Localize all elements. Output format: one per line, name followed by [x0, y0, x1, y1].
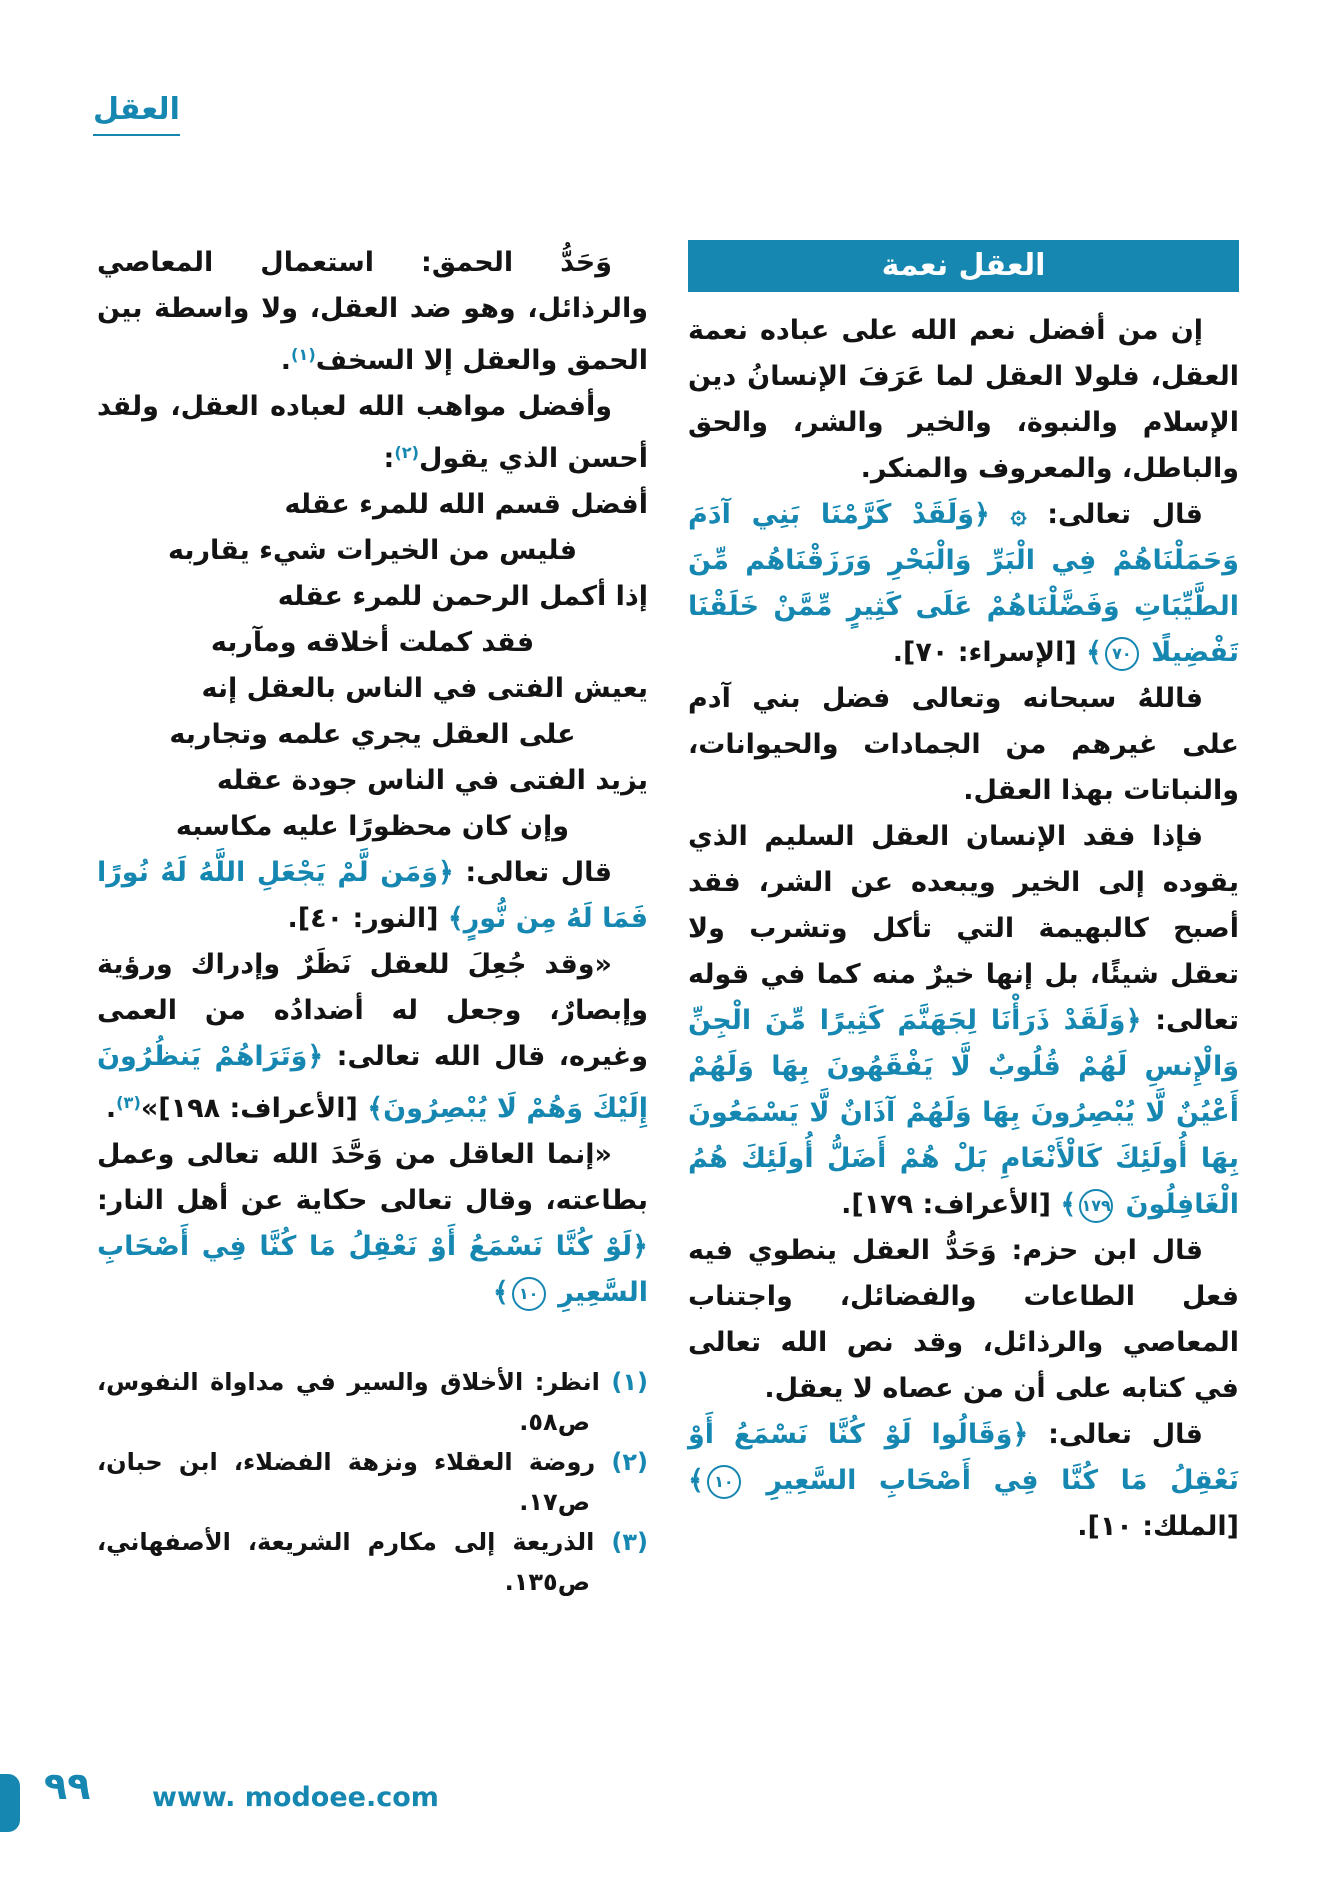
quran-verse: ۞ ﴿وَلَقَدْ كَرَّمْنَا بَنِي آدَمَ وَحَمَلْنَاهُمْ فِي الْبَرِّ وَالْبَحْرِ وَرَزَقْنَاهُم مِّنَ الطَّيِّبَاتِ وَفَضَّلْنَاهُمْ عَلَى كَثِيرٍ مِّمَّنْ خَلَقْنَا تَفْضِيلًا: [688, 499, 1239, 668]
quran-verse: ﴾: [688, 1465, 704, 1496]
quran-verse: ﴿وَتَرَاهُمْ يَنظُرُونَ إِلَيْكَ وَهُمْ لَا يُبْصِرُونَ﴾: [97, 1041, 648, 1124]
poetry-line: يعيش الفتى في الناس بالعقل إنه: [201, 673, 648, 704]
quran-verse: ﴿وَمَن لَّمْ يَجْعَلِ اللَّهُ لَهُ نُورًا فَمَا لَهُ مِن نُّورٍ﴾: [97, 857, 648, 934]
text-run: قال تعالى:: [1028, 1419, 1203, 1450]
section-title-banner: العقل نعمة: [688, 240, 1239, 292]
footnote-text: انظر: الأخلاق والسير في مداواة النفوس، ص٥٨.: [97, 1368, 600, 1436]
paragraph: [97, 850, 648, 942]
poetry-line: إذا أكمل الرحمن للمرء عقله: [277, 581, 648, 612]
quran-verse: ﴿وَقَالُوا لَوْ كُنَّا نَسْمَعُ أَوْ نَعْقِلُ مَا كُنَّا فِي أَصْحَابِ السَّعِيرِ: [688, 1419, 1239, 1496]
quran-verse: ﴿وَلَقَدْ ذَرَأْنَا لِجَهَنَّمَ كَثِيرًا مِّنَ الْجِنِّ وَالْإِنسِ لَهُمْ قُلُوبٌ لَّا يَفْقَهُونَ بِهَا وَلَهُمْ أَعْيُنٌ لَّا يُبْصِرُونَ بِهَا وَلَهُمْ آذَانٌ لَّا يَسْمَعُونَ بِهَا أُولَئِكَ كَالْأَنْعَامِ بَلْ هُمْ أَضَلُّ أُولَئِكَ هُمُ الْغَافِلُونَ: [688, 1005, 1239, 1220]
footnote: [97, 1522, 648, 1602]
paragraph: [97, 942, 648, 1132]
footnote: [97, 1442, 648, 1522]
footnote-text: الذريعة إلى مكارم الشريعة، الأصفهاني، ص١٣٥.: [97, 1528, 595, 1596]
verse-reference: [الملك: ١٠].: [1077, 1511, 1239, 1542]
verse-reference: [الأعراف: ١٧٩].: [841, 1189, 1061, 1220]
poetry-line: على العقل يجري علمه وتجاربه: [169, 719, 576, 750]
text-run: «إنما العاقل من وَحَّدَ الله تعالى وعمل بطاعته، وقال تعالى حكاية عن أهل النار:: [97, 1139, 648, 1216]
paragraph: [97, 1132, 648, 1316]
footnote-marker: (٣): [116, 1093, 141, 1112]
page-header: [93, 92, 180, 136]
text-run: فإذا فقد الإنسان العقل السليم الذي يقوده إلى الخير ويبعده عن الشر، فقد أصبح كالبهيمة التي تأكل وتشرب ولا تعقل شيئًا، بل إنها خيرٌ منه كما في قوله تعالى:: [688, 821, 1239, 1036]
paragraph: [688, 492, 1239, 676]
footnotes-section: [97, 1362, 648, 1602]
ayah-number-badge: ١٠: [707, 1465, 741, 1499]
footnote-number: (٣): [594, 1528, 648, 1556]
footnote: [97, 1362, 648, 1442]
verse-reference: [الأعراف: ١٩٨]»: [140, 1093, 368, 1124]
website-link[interactable]: www. modoee.com: [152, 1782, 439, 1813]
footnote-number: (٢): [595, 1448, 648, 1476]
ayah-number-badge: ٧٠: [1105, 637, 1139, 671]
text-run: قال ابن حزم: وَحَدُّ العقل ينطوي فيه فعل الطاعات والفضائل، واجتناب المعاصي والرذائل، وقد نص الله تعالى في كتابه على أن من عصاه لا يعقل.: [688, 1235, 1239, 1404]
paragraph: [97, 384, 648, 482]
quran-verse: ﴾: [492, 1277, 509, 1308]
footnote-number: (١): [599, 1368, 648, 1396]
text-run: وأفضل مواهب الله لعباده العقل، ولقد أحسن الذي يقول: [97, 391, 648, 474]
paragraph: [688, 1412, 1239, 1550]
paragraph: [688, 1228, 1239, 1412]
right-column: [688, 240, 1239, 1602]
paragraph: [688, 676, 1239, 814]
text-run: «وقد جُعِلَ للعقل نَظَرٌ وإدراك ورؤية وإبصارٌ، وجعل له أضدادُه من العمى وغيره، قال الله تعالى:: [97, 949, 648, 1072]
verse-reference: [النور: ٤٠].: [287, 903, 448, 934]
quran-verse: ﴾: [1086, 637, 1102, 668]
text-run: .: [280, 345, 292, 376]
footnote-text: روضة العقلاء ونزهة الفضلاء، ابن حبان، ص١٧.: [97, 1448, 596, 1516]
poetry-line: فقد كملت أخلاقه ومآربه: [210, 627, 535, 658]
text-run: قال تعالى:: [453, 857, 612, 888]
text-run: :: [383, 443, 395, 474]
poetry-line: يزيد الفتى في الناس جودة عقله: [216, 765, 648, 796]
poetry-line: فليس من الخيرات شيء يقاربه: [168, 535, 577, 566]
footnote-marker: (١): [291, 345, 316, 364]
ayah-number-badge: ١٠: [512, 1277, 546, 1311]
poetry-line: وإن كان محظورًا عليه مكاسبه: [175, 811, 570, 842]
running-head-title: العقل: [93, 92, 180, 136]
left-column-blocks: [97, 240, 648, 1316]
left-column: [97, 240, 648, 1602]
paragraph: [97, 240, 648, 384]
page-content: [97, 240, 1239, 1602]
text-run: إن من أفضل نعم الله على عباده نعمة العقل، فلولا العقل لما عَرَفَ الإنسانُ دين الإسلام والنبوة، والخير والشر، والحق والباطل، والمعروف والمنكر.: [688, 315, 1239, 484]
page-number: ٩٩: [44, 1764, 91, 1808]
verse-reference: [الإسراء: ٧٠].: [892, 637, 1087, 668]
text-run: .: [105, 1093, 117, 1124]
right-column-blocks: [688, 308, 1239, 1550]
quran-verse: ﴾: [1060, 1189, 1077, 1220]
text-run: وَحَدُّ الحمق: استعمال المعاصي والرذائل، وهو ضد العقل، ولا واسطة بين الحمق والعقل إلا السخف: [97, 247, 648, 376]
text-run: قال تعالى:: [1026, 499, 1203, 530]
paragraph: [688, 308, 1239, 492]
text-run: فاللهُ سبحانه وتعالى فضل بني آدم على غيرهم من الجمادات والحيوانات، والنباتات بهذا العقل.: [688, 683, 1239, 806]
footnote-marker: (٢): [394, 443, 420, 462]
quran-verse: ﴿لَوْ كُنَّا نَسْمَعُ أَوْ نَعْقِلُ مَا كُنَّا فِي أَصْحَابِ السَّعِيرِ: [97, 1231, 648, 1308]
page-edge-tab: [0, 1774, 20, 1832]
paragraph: [688, 814, 1239, 1228]
poetry-line: أفضل قسم الله للمرء عقله: [284, 489, 648, 520]
ayah-number-badge: ١٧٩: [1079, 1189, 1113, 1223]
